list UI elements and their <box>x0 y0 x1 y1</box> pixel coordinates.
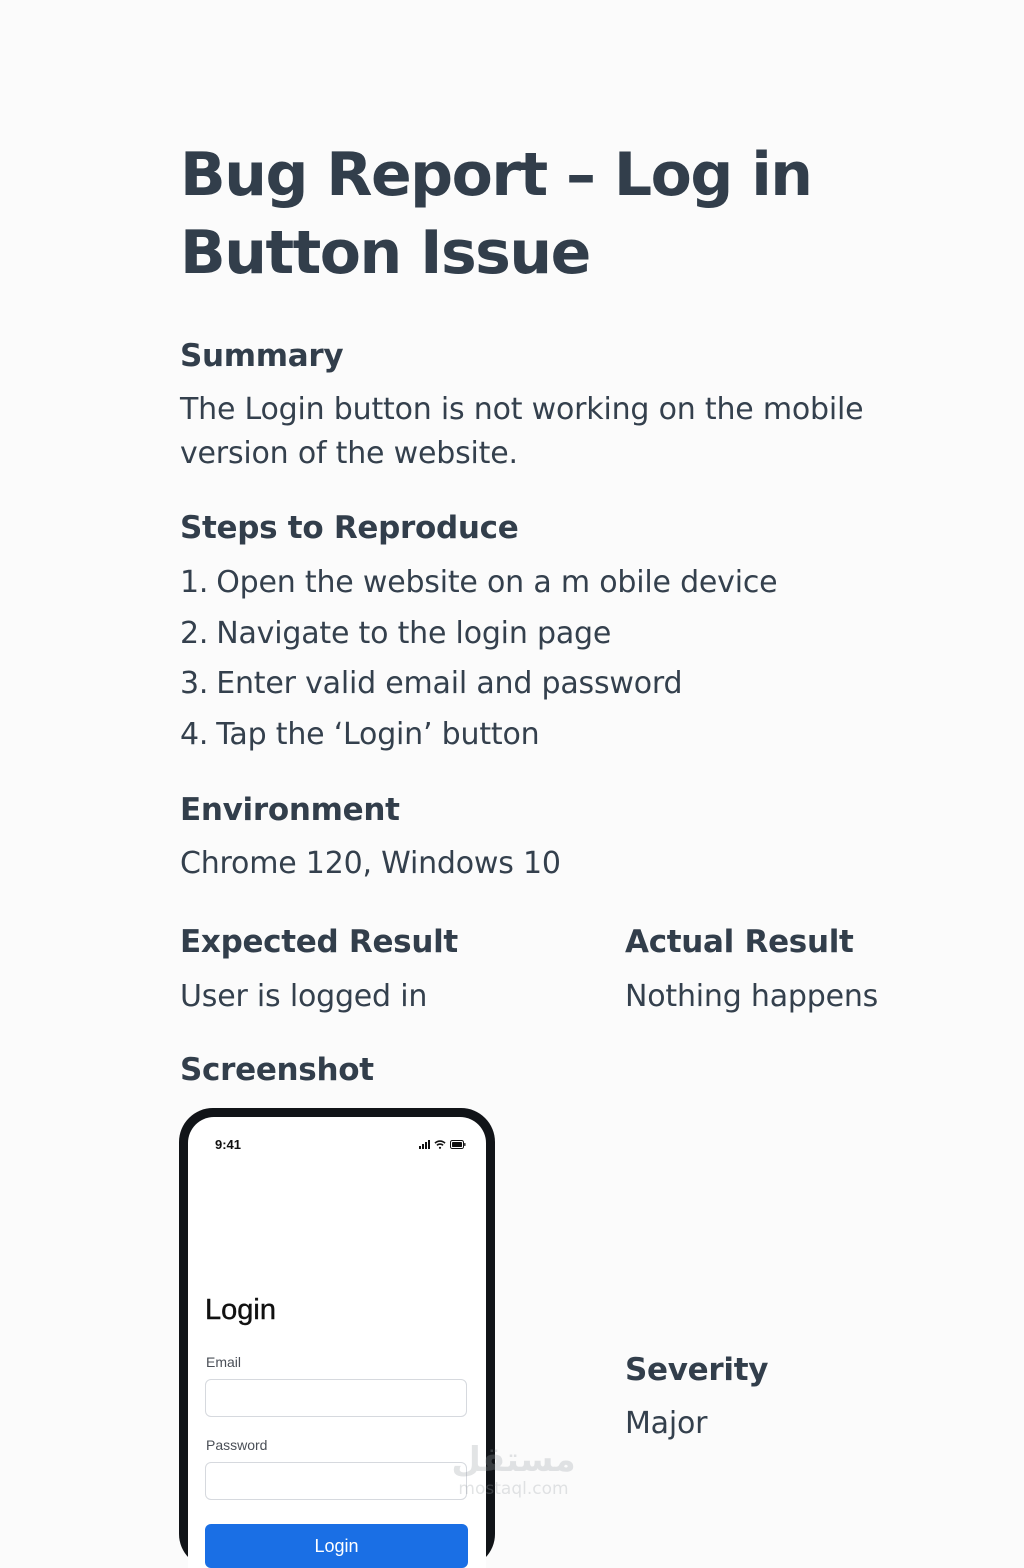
step-item: 3. Enter valid email and password <box>180 666 683 701</box>
steps-list <box>180 558 777 760</box>
actual-result-text: Nothing happens <box>625 979 879 1014</box>
severity-text: Major <box>625 1406 708 1441</box>
password-field[interactable] <box>205 1462 467 1500</box>
actual-result-heading: Actual Result <box>625 924 854 960</box>
phone-screen <box>188 1117 486 1568</box>
environment-heading: Environment <box>180 792 400 828</box>
battery-icon <box>450 1140 466 1149</box>
summary-heading: Summary <box>180 338 344 374</box>
steps-heading: Steps to Reproduce <box>180 510 519 546</box>
wifi-icon <box>434 1140 446 1149</box>
screenshot-heading: Screenshot <box>180 1052 374 1088</box>
expected-result-text: User is logged in <box>180 979 428 1014</box>
login-button[interactable]: Login <box>205 1524 468 1568</box>
signal-icon <box>419 1140 430 1149</box>
login-title: Login <box>205 1294 276 1326</box>
expected-result-heading: Expected Result <box>180 924 458 960</box>
password-label: Password <box>206 1437 268 1453</box>
step-item: 1. Open the website on a m obile device <box>180 565 778 600</box>
status-time: 9:41 <box>215 1137 242 1152</box>
summary-text: The Login button is not working on the mobile version of the website. <box>180 392 864 471</box>
email-field[interactable] <box>205 1379 467 1417</box>
page-title: Bug Report – Log in Button Issue <box>180 140 812 288</box>
watermark-latin: mostaql.com <box>458 1479 569 1499</box>
email-label: Email <box>206 1354 242 1370</box>
environment-text: Chrome 120, Windows 10 <box>180 846 561 881</box>
severity-heading: Severity <box>625 1352 769 1388</box>
watermark-logo <box>446 1440 581 1498</box>
watermark-arabic: مستقل <box>451 1440 576 1480</box>
step-item: 2. Navigate to the login page <box>180 615 612 651</box>
step-item: 4. Tap the ‘Login’ button <box>180 716 540 752</box>
phone-mockup <box>179 1108 495 1568</box>
status-icons <box>419 1139 466 1149</box>
